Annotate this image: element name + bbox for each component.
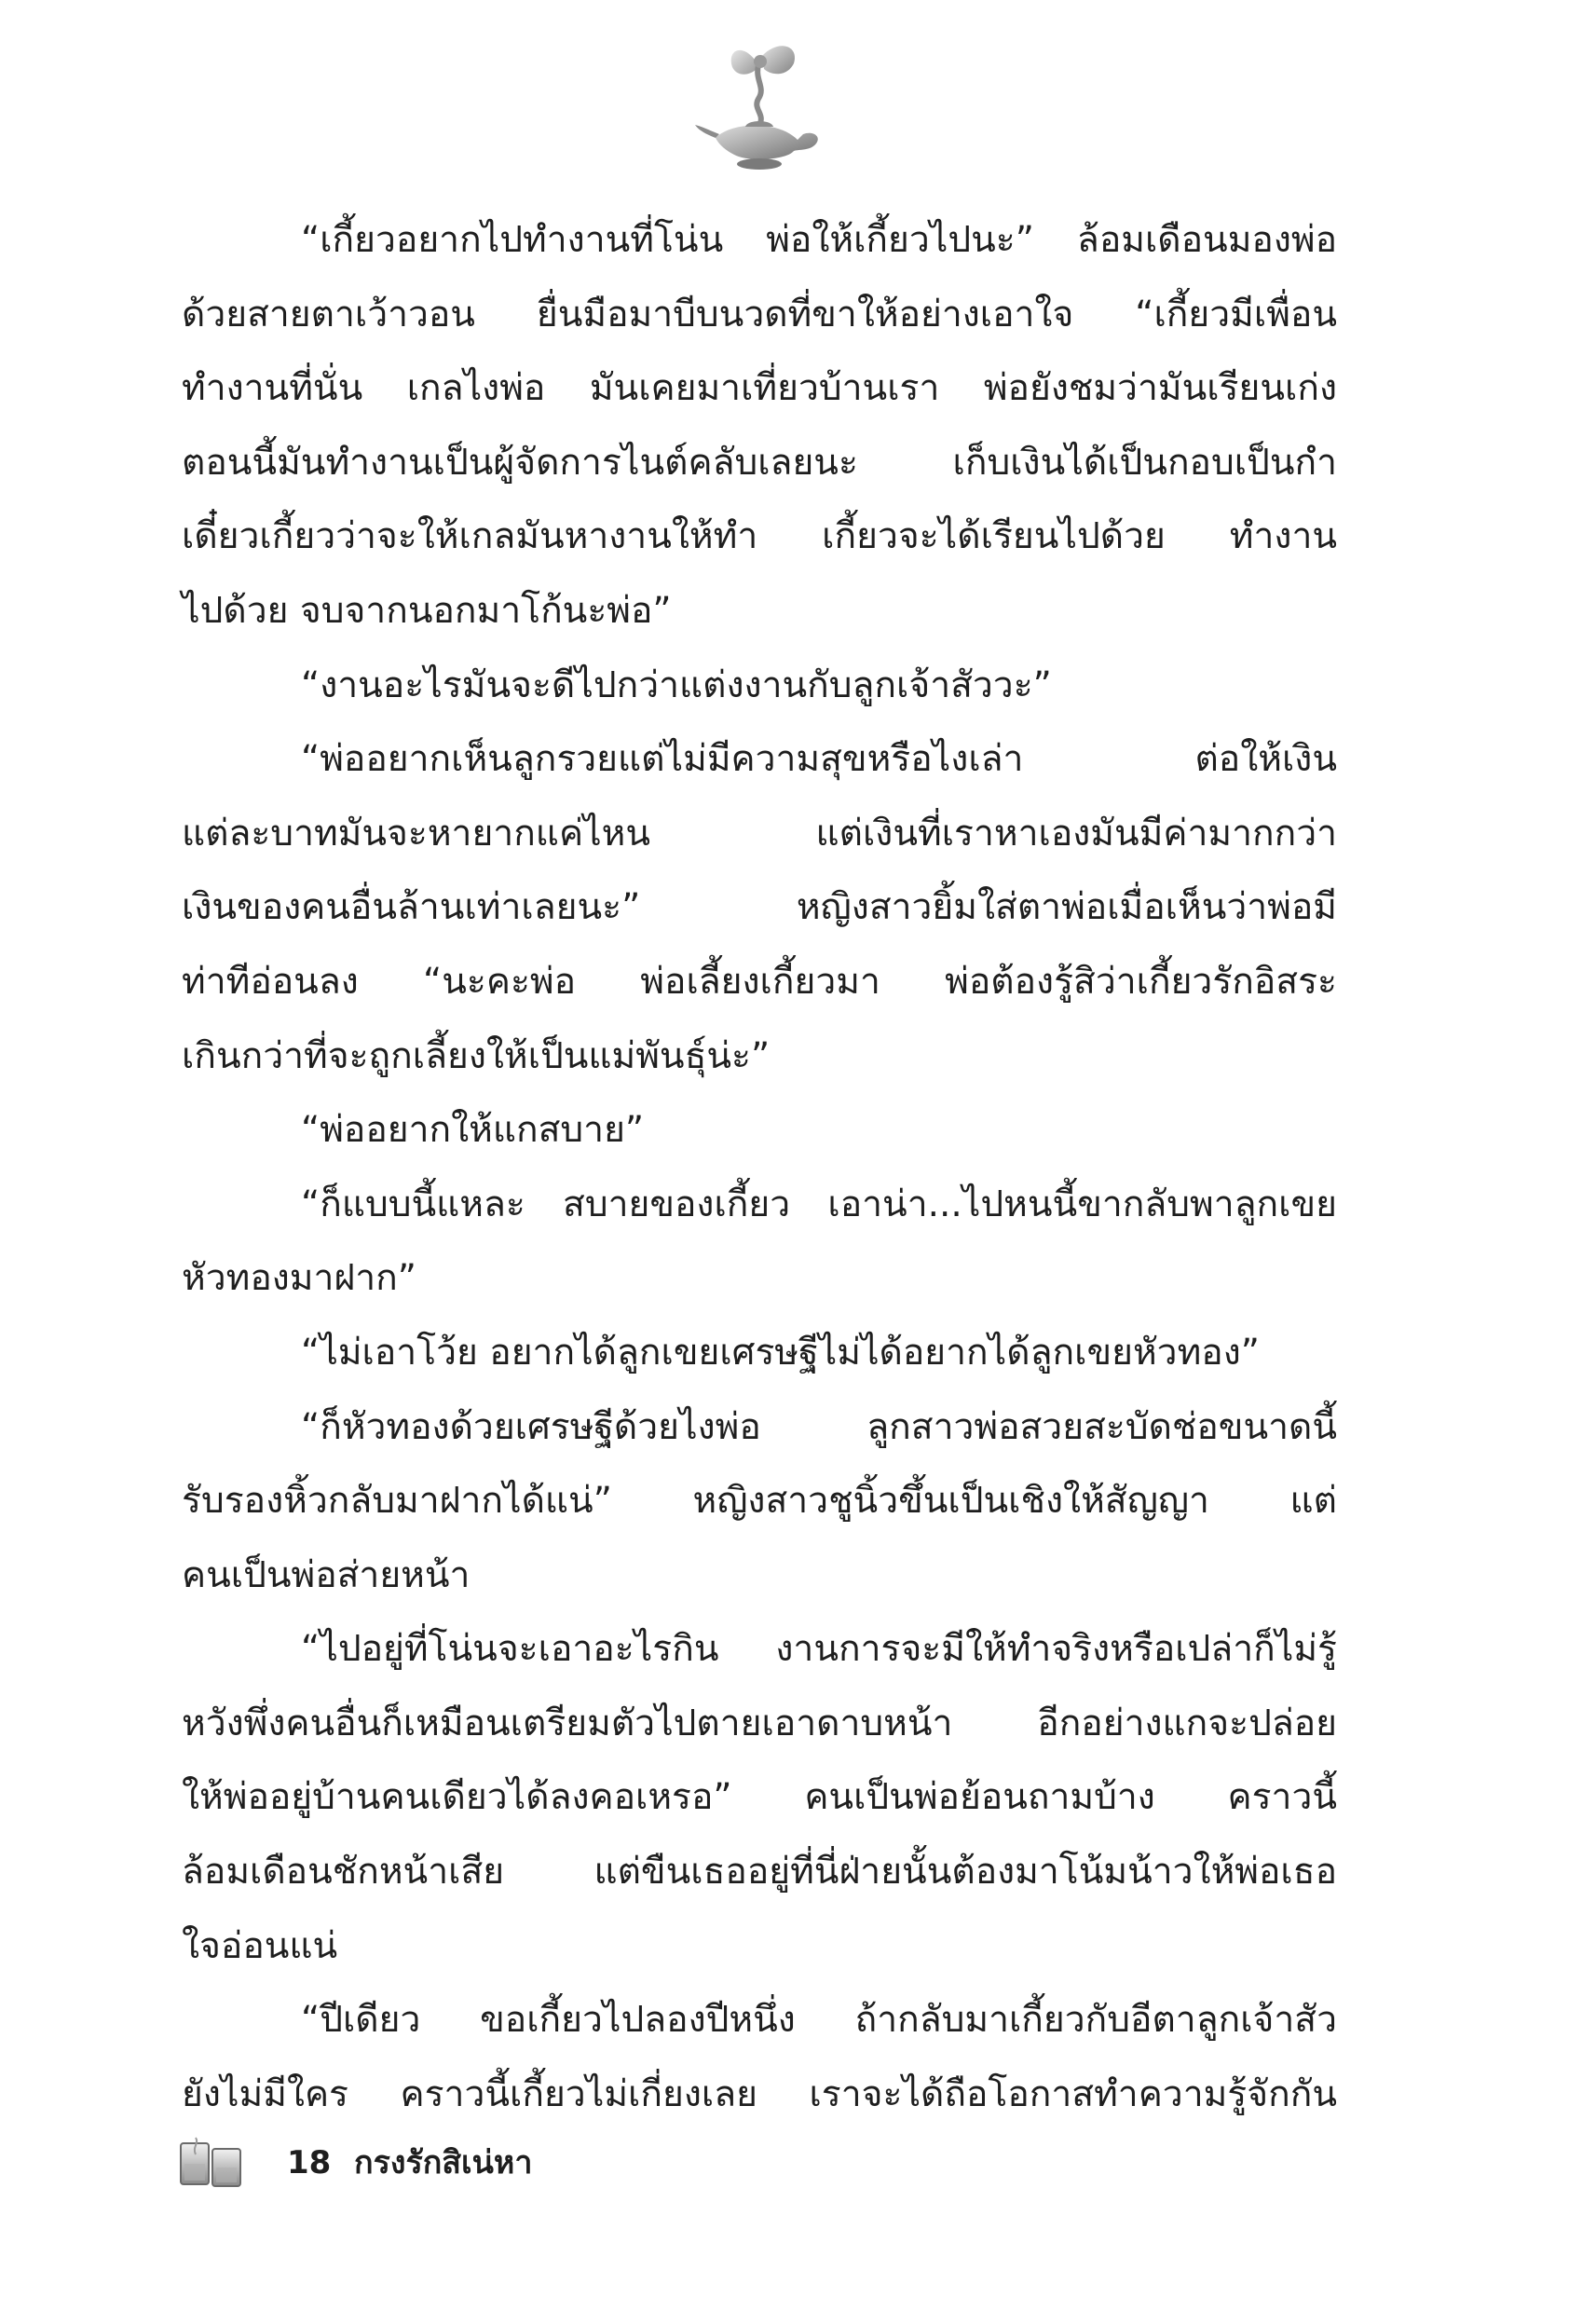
text-line: รับรองหิ้วกลับมาฝากได้แน่” หญิงสาวชูนิ้วขึ้นเป็นเชิงให้สัญญา แต่ (182, 1480, 1337, 1523)
text-line: ทำงานที่นั่น เกลไงพ่อ มันเคยมาเที่ยวบ้านเรา พ่อยังชมว่ามันเรียนเก่ง (182, 367, 1337, 410)
text-line: แต่ละบาทมันจะหายากแค่ไหน แต่เงินที่เราหาเองมันมีค่ามากกว่า (182, 812, 1337, 855)
text-line: “เกี้ยวอยากไปทำงานที่โน่น พ่อให้เกี้ยวไปนะ” ล้อมเดือนมองพ่อ (301, 219, 1337, 261)
text-line: ตอนนี้มันทำงานเป็นผู้จัดการไนต์คลับเลยนะ เก็บเงินได้เป็นกอบเป็นกำ (182, 441, 1337, 484)
text-line: “ก็แบบนี้แหละ สบายของเกี้ยว เอาน่า...ไปหนนี้ขากลับพาลูกเขย (301, 1183, 1337, 1225)
text-line: “ปีเดียว ขอเกี้ยวไปลองปีหนึ่ง ถ้ากลับมาเกี้ยวกับอีตาลูกเจ้าสัว (301, 1999, 1337, 2042)
text-line: หัวทองมาฝาก” (182, 1257, 416, 1300)
text-line: “พ่ออยากให้แกสบาย” (301, 1109, 645, 1152)
story-text (182, 203, 1337, 2131)
text-line: เดี๋ยวเกี้ยวว่าจะให้เกลมันหางานให้ทำ เกี้ยวจะได้เรียนไปด้วย ทำงาน (182, 515, 1337, 558)
text-line: ใจอ่อนแน่ (182, 1924, 338, 1967)
page-number: 18 (287, 2144, 332, 2181)
text-line: หวังพึ่งคนอื่นก็เหมือนเตรียมตัวไปตายเอาดาบหน้า อีกอย่างแกจะปล่อย (182, 1702, 1337, 1744)
text-line: “ไม่เอาโว้ย อยากได้ลูกเขยเศรษฐีไม่ได้อยากได้ลูกเขยหัวทอง” (301, 1331, 1260, 1374)
text-line: “ก็หัวทองด้วยเศรษฐีด้วยไงพ่อ ลูกสาวพ่อสวยสะบัดช่อขนาดนี้ (301, 1405, 1337, 1448)
lamp-with-fairy-icon (689, 37, 829, 177)
text-line: เงินของคนอื่นล้านเท่าเลยนะ” หญิงสาวยิ้มใส่ตาพ่อเมื่อเห็นว่าพ่อมี (182, 886, 1337, 929)
text-line: ไปด้วย จบจากนอกมาโก้นะพ่อ” (182, 589, 672, 632)
text-line: ล้อมเดือนชักหน้าเสีย แต่ขืนเธออยู่ที่นี่ฝ่ายนั้นต้องมาโน้มน้าวให้พ่อเธอ (182, 1851, 1337, 1894)
text-line: ยังไม่มีใคร คราวนี้เกี้ยวไม่เกี่ยงเลย เราจะได้ถือโอกาสทำความรู้จักกัน (182, 2072, 1337, 2115)
text-line: ให้พ่ออยู่บ้านคนเดียวได้ลงคอเหรอ” คนเป็นพ่อย้อนถามบ้าง คราวนี้ (182, 1776, 1337, 1819)
text-line: คนเป็นพ่อส่ายหน้า (182, 1553, 471, 1596)
glasses-icon (177, 2134, 248, 2190)
text-line: “งานอะไรมันจะดีไปกว่าแต่งงานกับลูกเจ้าสัววะ” (301, 663, 1052, 706)
text-line: “พ่ออยากเห็นลูกรวยแต่ไม่มีความสุขหรือไงเล่า ต่อให้เงิน (301, 738, 1337, 781)
text-line: “ไปอยู่ที่โน่นจะเอาอะไรกิน งานการจะมีให้ทำจริงหรือเปล่าก็ไม่รู้ (301, 1628, 1337, 1671)
book-title: กรงรักสิเน่หา (354, 2144, 533, 2181)
text-line: ท่าทีอ่อนลง “นะคะพ่อ พ่อเลี้ยงเกี้ยวมา พ่อต้องรู้สิว่าเกี้ยวรักอิสระ (182, 960, 1337, 1003)
page-footer (177, 2134, 736, 2199)
text-line: ด้วยสายตาเว้าวอน ยื่นมือมาบีบนวดที่ขาให้อย่างเอาใจ “เกี้ยวมีเพื่อน (182, 293, 1337, 335)
text-line: เกินกว่าที่จะถูกเลี้ยงให้เป็นแม่พันธุ์น่ะ” (182, 1034, 771, 1077)
